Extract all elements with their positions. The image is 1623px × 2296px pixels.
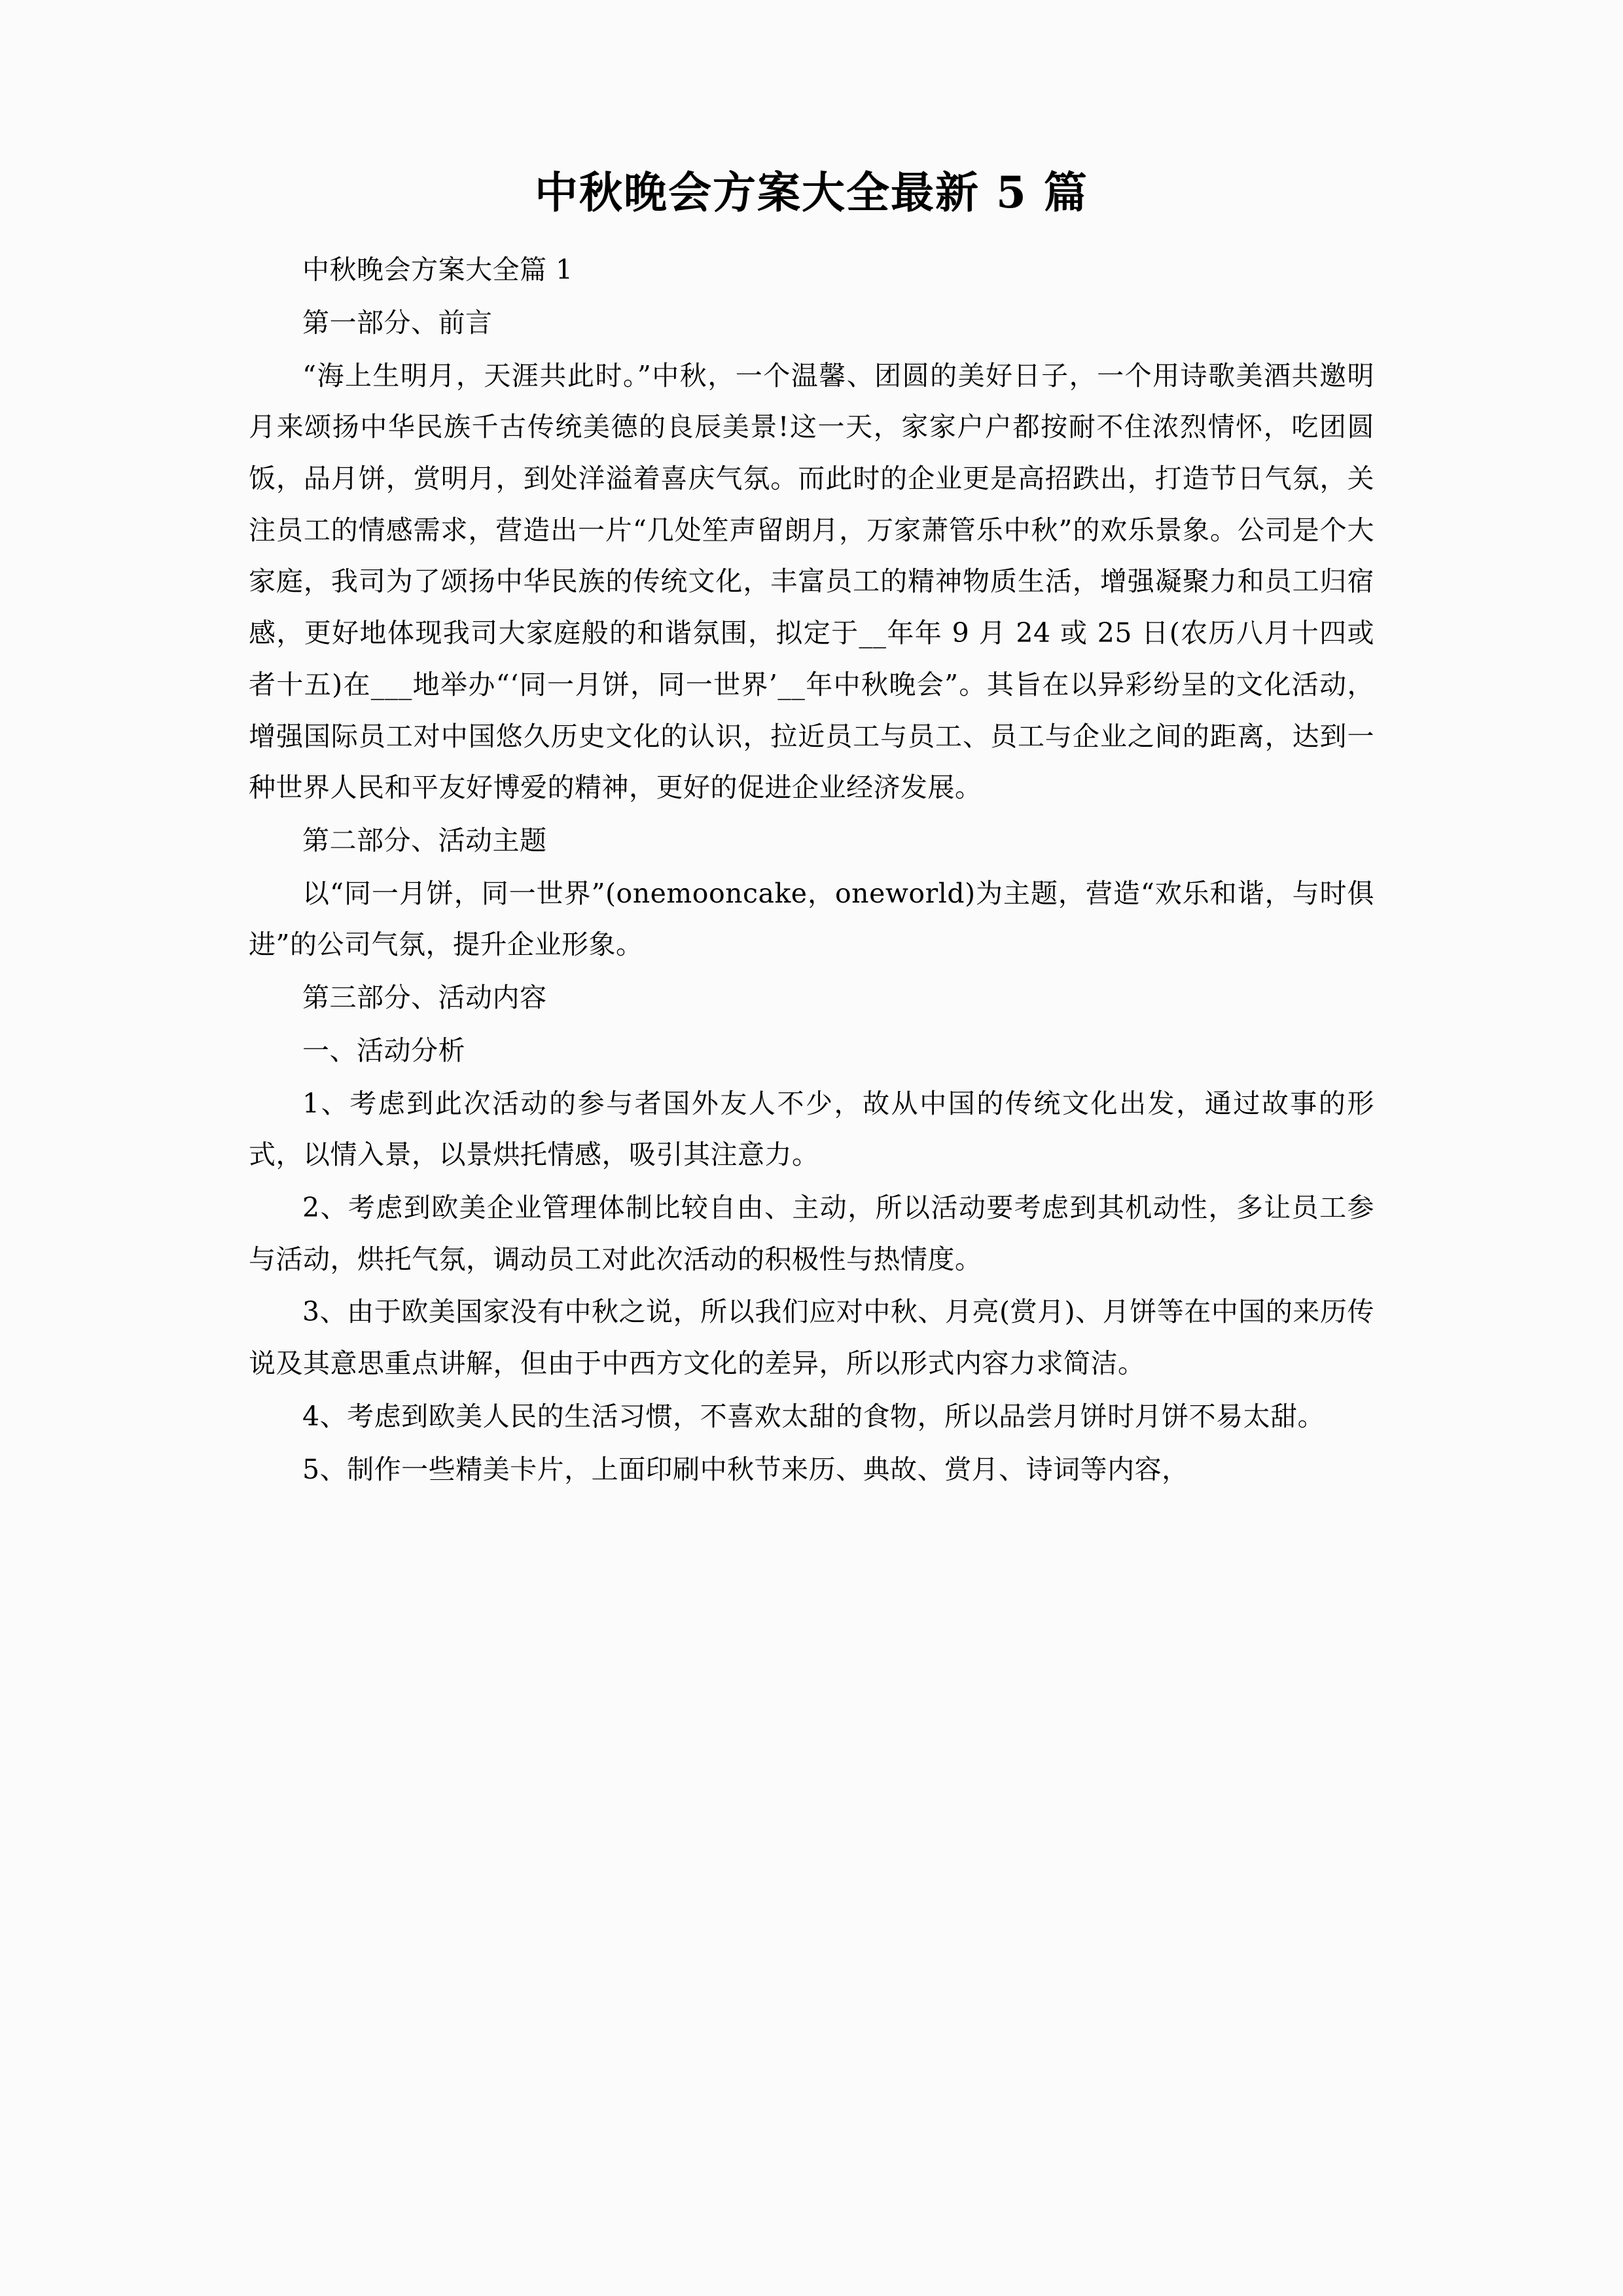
paragraph-activity-analysis-heading: 一、活动分析 [302,1034,465,1066]
paragraph-part-three-heading: 第三部分、活动内容 [302,982,547,1014]
paragraph-list-item-4: 4、考虑到欧美人民的生活习惯，不喜欢太甜的食物，所以品尝月饼时月饼不易太甜。 [302,1400,1325,1432]
paragraph-list-item-1: 1、考虑到此次活动的参与者国外友人不少，故从中国的传统文化出发，通过故事的形式，以情入景，以景烘托情感，吸引其注意力。 [249,1087,1374,1171]
paragraph-preface-body: “海上生明月，天涯共此时。”中秋，一个温馨、团圆的美好日子，一个用诗歌美酒共邀明月来颂扬中华民族千古传统美德的良辰美景!这一天，家家户户都按耐不住浓烈情怀，吃团圆饭，品月饼，赏明月，到处洋溢着喜庆气氛。而此时的企业更是高招跌出，打造节日气氛，关注员工的情感需求，营造出一片“几处笙声留朗月，万家萧管乐中秋”的欢乐景象。公司是个大家庭，我司为了颂扬中华民族的传统文化，丰富员工的精神物质生活，增强凝聚力和员工归宿感，更好地体现我司大家庭般的和谐氛围，拟定于__年年 9 月 24 或 25 日(农历八月十四或者十五)在___地举办“‘同一月饼，同一世界’__年中秋晚会”。其旨在以异彩纷呈的文化活动，增强国际员工对中国悠久历史文化的认识，拉近员工与员工、员工与企业之间的距离，达到一种世界人民和平友好博爱的精神，更好的促进企业经济发展。 [249,359,1374,804]
paragraph-part-two-heading: 第二部分、活动主题 [302,825,547,856]
paragraph-theme-body: 以“同一月饼，同一世界”(onemooncake，oneworld)为主题，营造“欢乐和谐，与时俱进”的公司气氛，提升企业形象。 [249,877,1374,961]
paragraph-section-label: 中秋晚会方案大全篇 1 [302,254,573,286]
paragraph-part-one-heading: 第一部分、前言 [302,306,493,338]
page-title: 中秋晚会方案大全最新 5 篇 [535,167,1088,218]
document-content [249,164,1374,1495]
paragraph-list-item-5: 5、制作一些精美卡片，上面印刷中秋节来历、典故、赏月、诗词等内容， [302,1453,1189,1485]
paragraph-list-item-2: 2、考虑到欧美企业管理体制比较自由、主动，所以活动要考虑到其机动性，多让员工参与活动，烘托气氛，调动员工对此次活动的积极性与热情度。 [249,1192,1374,1275]
paragraph-list-item-3: 3、由于欧美国家没有中秋之说，所以我们应对中秋、月亮(赏月)、月饼等在中国的来历传说及其意思重点讲解，但由于中西方文化的差异，所以形式内容力求简洁。 [249,1296,1374,1380]
